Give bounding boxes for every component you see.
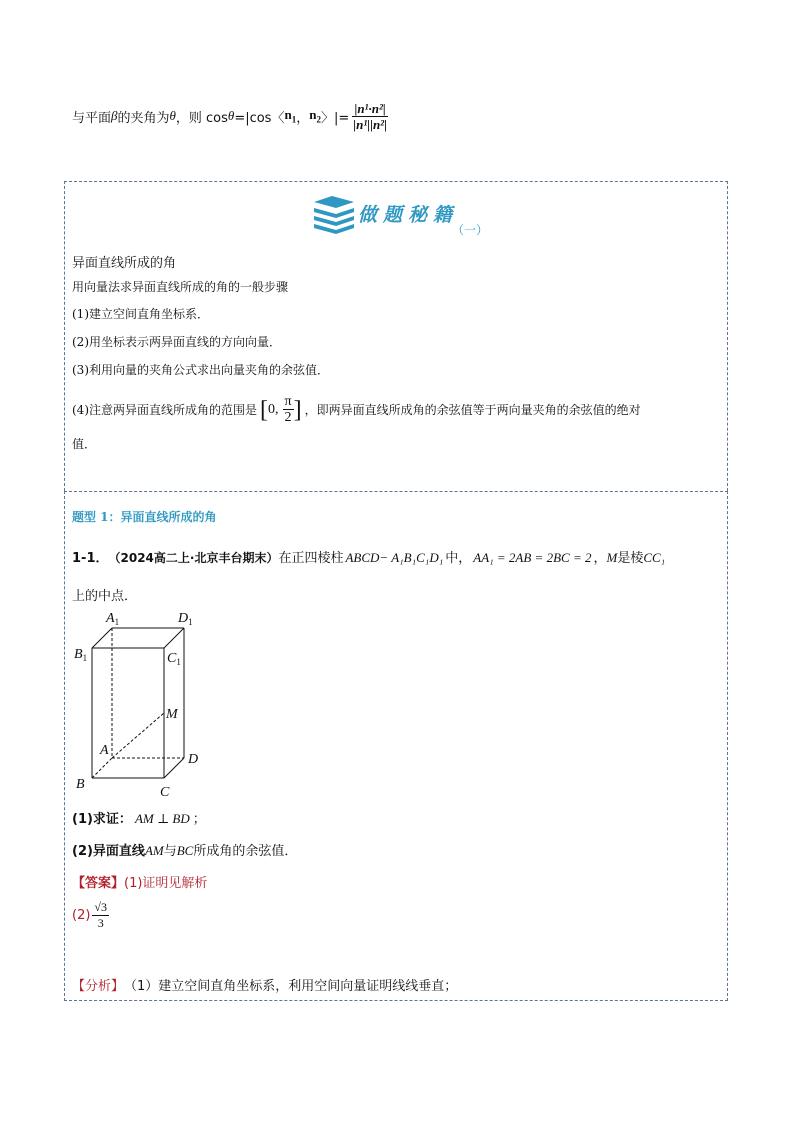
top-text-a: 与平面 [72, 110, 112, 126]
tips-step-4-a: (4)注意两异面直线所成角的范围是 [72, 403, 257, 417]
label-d: D [188, 752, 199, 767]
part-2-b: 与 [163, 844, 177, 859]
answer-2-denominator: 3 [97, 916, 104, 930]
label-a: A [100, 743, 109, 758]
tips-step-4-c: 值． [72, 437, 97, 451]
part-2-am: AM [144, 843, 164, 858]
question-line-1 [72, 547, 665, 566]
edge-a1b1 [92, 628, 112, 648]
top-comma: ， [296, 110, 310, 126]
tips-step-2: (2)用坐标表示两异面直线的方向向量． [72, 335, 281, 349]
part-2-a: (2)异面直线 [72, 844, 145, 859]
vector-n1-sub: 1 [291, 114, 297, 125]
label-d1: $D_1$ [178, 611, 193, 627]
label-c1: $C_1$ [167, 651, 181, 667]
question-text-c: ， [593, 551, 607, 566]
label-b: B [76, 777, 85, 792]
tips-step-4 [72, 394, 641, 425]
tips-step-1: (1)建立空间直角坐标系． [72, 307, 209, 321]
label-a1: $A_1$ [106, 611, 120, 627]
top-formula-line [72, 98, 389, 134]
answer-line-2 [72, 900, 109, 931]
question-text-a: 在正四棱柱 [278, 551, 344, 566]
pi-over-two [283, 394, 294, 425]
cos-fraction-numerator: |n¹·n²| [354, 100, 386, 116]
edge-c1d1 [164, 628, 184, 648]
tips-intro: 用向量法求异面直线所成的角的一般步骤 [72, 280, 289, 294]
top-text-d: =|cos〈 [234, 110, 285, 126]
top-text-c: ，则 cos [175, 110, 228, 126]
part-2-line [72, 840, 297, 859]
answer-1: (1)证明见解析 [124, 876, 208, 891]
tips-step-4-b: ，即两异面直线所成角的余弦值等于两向量夹角的余弦值的绝对 [304, 403, 641, 417]
tips-heading: 异面直线所成的角 [72, 256, 177, 271]
tips-step-3: (3)利用向量的夹角公式求出向量夹角的余弦值． [72, 363, 329, 377]
analysis-text: （1）建立空间直角坐标系，利用空间向量证明线线垂直； [124, 979, 458, 994]
label-c: C [160, 785, 170, 800]
analysis-line [72, 975, 457, 994]
question-type-title: 题型 1：异面直线所成的角 [72, 510, 217, 524]
cos-fraction-denominator: |n¹||n²| [353, 116, 387, 132]
part-1-a: (1)求证： [72, 812, 132, 827]
theta-symbol: θ [169, 108, 176, 123]
segment-am-hidden [112, 713, 164, 758]
part-1-b: ； [192, 812, 206, 827]
two-denominator: 2 [284, 410, 292, 425]
cos-fraction [351, 101, 389, 132]
answer-2-numerator: √3 [94, 900, 108, 914]
analysis-tag: 【分析】 [72, 979, 125, 994]
top-text-e: 〉|= [320, 110, 350, 126]
label-b1: $B_1$ [74, 647, 88, 663]
question-text-d: 是棱 [617, 551, 644, 566]
answer-2-label: (2) [72, 908, 91, 923]
label-m: M [166, 707, 178, 722]
question-edge-cc1: CC₁ [643, 550, 666, 565]
vector-n2: $n_2$ [309, 107, 321, 125]
banner-title: 做题秘籍 [358, 204, 459, 226]
beta-symbol: β [111, 108, 118, 123]
vector-n2-sub: 2 [316, 114, 321, 125]
question-prism: ABCD− A₁B₁C₁D₁ [345, 550, 444, 565]
top-text-b: 的夹角为 [117, 110, 170, 126]
answer-line-1 [72, 872, 207, 891]
question-text-b: 中， [445, 551, 472, 566]
edge-cd [164, 758, 184, 778]
part-2-bc: BC [176, 843, 194, 858]
edge-ab-hidden [92, 758, 112, 778]
angle-range-interval: [ 0, $\frac{\pi}{2}$ ] [260, 394, 302, 425]
banner-subtitle: （一） [452, 223, 489, 237]
part-2-c: 所成角的余弦值． [193, 844, 298, 859]
pi-symbol: π [284, 394, 292, 409]
question-source: （2024高二上·北京丰台期末） [108, 551, 279, 565]
answer-tag: 【答案】 [72, 876, 125, 891]
answer-2-fraction [92, 900, 109, 931]
theta-symbol-2: θ [227, 108, 235, 123]
range-zero: 0, [268, 401, 279, 417]
question-condition: AA₁ = 2AB = 2BC = 2 [473, 550, 592, 565]
vector-n1: $n_1$ [284, 107, 297, 125]
part-1-math: AM ⊥ BD [134, 811, 190, 826]
question-line-2: 上的中点． [72, 589, 138, 604]
question-number: 1-1． [72, 551, 109, 566]
question-point-m: M [606, 550, 618, 565]
prism-figure [72, 606, 232, 802]
part-1-line [72, 808, 206, 827]
